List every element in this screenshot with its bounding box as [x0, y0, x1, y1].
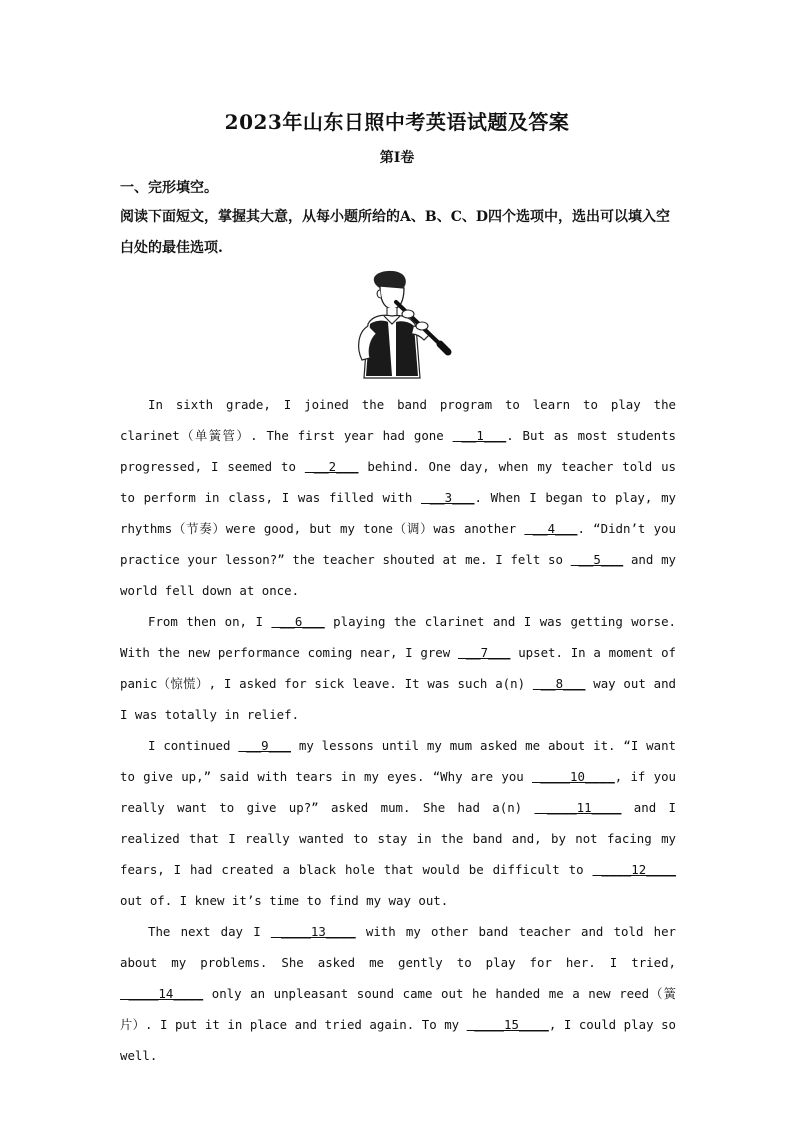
cloze-blank: __3___: [421, 490, 475, 505]
passage-text: , if you really want to give up?” asked mum. She had a(n): [120, 769, 676, 815]
passage-text: and I realized that I really wanted to stay in the band and, by not facing my fears, I had created a black hole that would be difficult to: [120, 800, 677, 877]
passage-text: . When I began to play, my rhythms（节奏）were good, but my tone（调）was another: [120, 490, 676, 536]
volume-label: 第Ⅰ卷: [379, 150, 415, 166]
passage-text: out of. I knew it’s time to find my way out.: [120, 893, 449, 908]
passage-text: playing the clarinet and I was getting worse. With the new performance coming near, I grew: [120, 614, 677, 660]
passage-paragraph: [120, 730, 676, 916]
passage-text: . But as most students progressed, I seemed to: [120, 428, 676, 474]
passage-text: behind. One day, when my teacher told us to perform in class, I was filled with: [120, 459, 676, 505]
passage-text: In sixth grade, I joined the band program to learn to play the clarinet（单簧管）. The first year had gone: [120, 397, 676, 443]
cloze-blank: __8___: [532, 676, 586, 691]
passage-text: my lessons until my mum asked me about it. “I want to give up,” said with tears in my eyes. “Why are you: [120, 738, 677, 784]
passage-paragraph: [120, 389, 676, 606]
cloze-blank: ____15____: [466, 1017, 549, 1032]
cloze-blank: __1___: [452, 428, 507, 443]
cloze-blank: __4___: [524, 521, 578, 536]
passage-text: I continued: [148, 738, 239, 753]
cloze-blank: __7___: [457, 645, 511, 660]
passage-text: The next day I: [148, 924, 271, 939]
instructions: 阅读下面短文，掌握其大意，从每小题所给的A、B、C、D四个选项中，选出可以填入空白处的最佳选项.: [120, 209, 670, 256]
cloze-passage: [120, 389, 676, 1071]
passage-text: with my other band teacher and told her about my problems. She asked me gently to play for her. I tried,: [120, 924, 676, 970]
cloze-blank: ____12____: [592, 862, 676, 877]
document-title: 2023年山东日照中考英语试题及答案: [224, 110, 570, 134]
cloze-blank: __6___: [271, 614, 325, 629]
passage-text: way out and I was totally in relief.: [120, 676, 676, 722]
passage-text: . “Didn’t you practice your lesson?” the teacher shouted at me. I felt so: [120, 521, 676, 567]
passage-text: , I could play so well.: [120, 1017, 676, 1063]
section-heading: 一、完形填空。: [120, 180, 218, 196]
passage-text: From then on, I: [148, 614, 272, 629]
passage-text: and my world fell down at once.: [120, 552, 677, 598]
cloze-blank: ____13____: [270, 924, 356, 939]
cloze-blank: __2___: [304, 459, 359, 474]
passage-paragraph: [120, 916, 676, 1071]
passage-paragraph: [120, 606, 676, 730]
cloze-blank: ____11____: [534, 800, 622, 815]
passage-text: only an unpleasant sound came out he handed me a new reed（簧片）. I put it in place and tried again. To my: [120, 986, 677, 1032]
cloze-blank: __9___: [238, 738, 291, 753]
cloze-blank: ____10____: [531, 769, 615, 784]
cloze-blank: __5___: [570, 552, 624, 567]
passage-text: upset. In a moment of panic（惊慌）, I asked for sick leave. It was such a(n): [120, 645, 676, 691]
clarinet-player-illustration: [340, 268, 452, 380]
cloze-blank: ____14____: [120, 986, 204, 1001]
